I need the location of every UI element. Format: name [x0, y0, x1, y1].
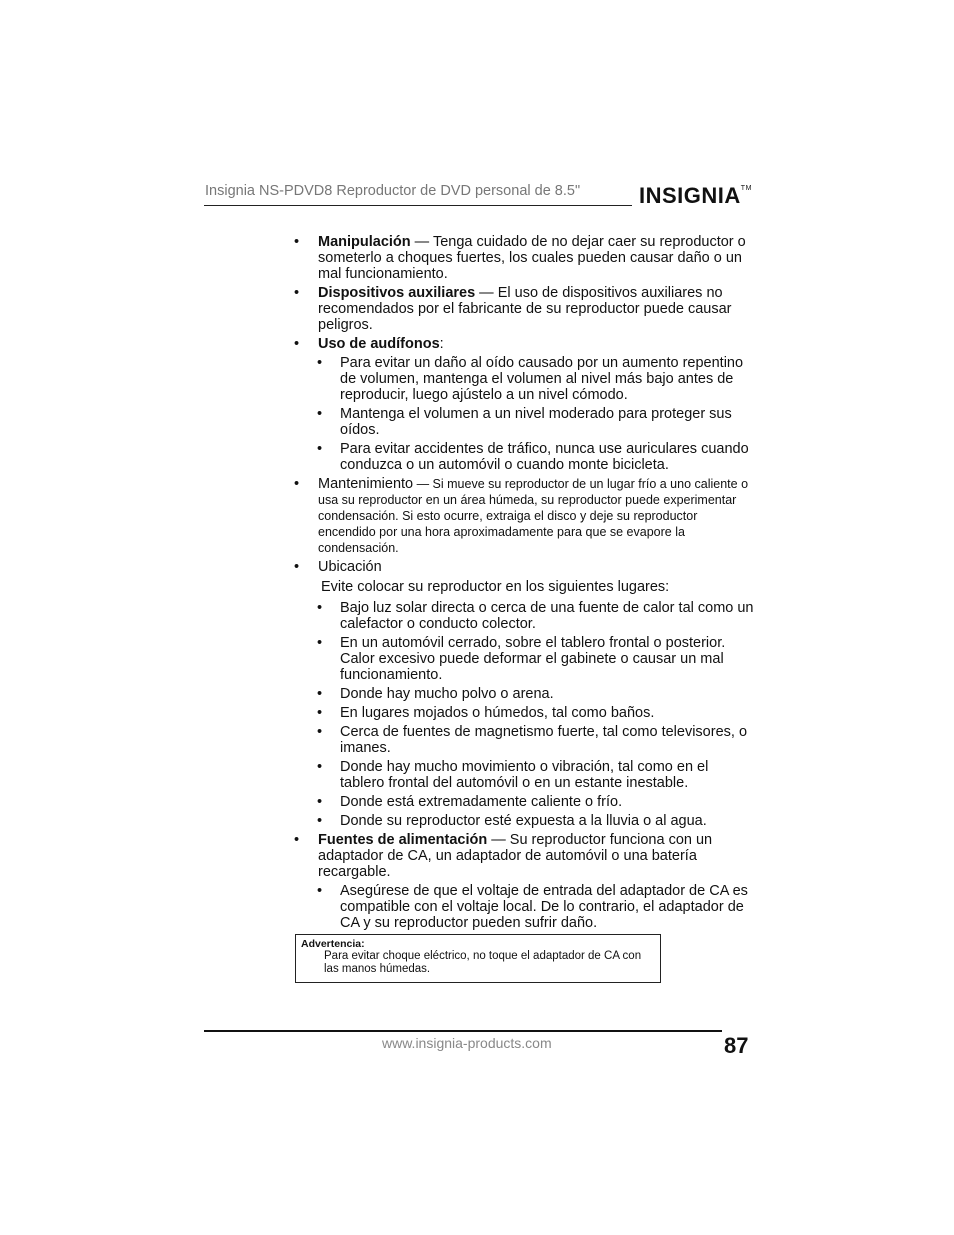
header-rule: [204, 205, 632, 206]
sub-item: • Bajo luz solar directa o cerca de una fuente de calor tal como un calefactor o conducto colector.: [290, 600, 754, 632]
sub-item: • Donde su reproductor esté expuesta a la lluvia o al agua.: [290, 813, 754, 829]
item-text: — Si mueve su reproductor de un lugar frío a uno caliente o usa su reproductor en un área húmeda, su reproductor puede experimentar condensación. Si esto ocurre, extraiga el disco y deje su reproductor encendido por una hora aproximadamente para que se evapore la condensación.: [318, 477, 749, 555]
item-label: Mantenimiento: [318, 476, 414, 492]
list-item-audifonos: [290, 336, 754, 352]
sub-item: • Donde está extremadamente caliente o frío.: [290, 794, 754, 810]
item-text: — Su reproductor funciona con un adaptador de CA, un adaptador de automóvil o una batería recargable.: [318, 832, 713, 880]
logo-tm: TM: [740, 185, 752, 192]
main-content: [290, 234, 754, 934]
sub-item: • En un automóvil cerrado, sobre el tablero frontal o posterior. Calor excesivo puede deformar el gabinete o causar un mal funcionamiento.: [290, 635, 754, 683]
item-colon: :: [439, 336, 444, 352]
sub-item: • Para evitar un daño al oído causado por un aumento repentino de volumen, mantenga el volumen al nivel más bajo antes de reproducir, luego ajústelo a un nivel cómodo.: [290, 355, 754, 403]
item-label: Ubicación: [318, 559, 382, 575]
header-title: Insignia NS-PDVD8 Reproductor de DVD personal de 8.5": [205, 183, 581, 199]
warning-text: Para evitar choque eléctrico, no toque el adaptador de CA con las manos húmedas.: [324, 950, 642, 975]
list-item-manipulacion: [290, 234, 754, 282]
sub-item: • Para evitar accidentes de tráfico, nunca use auriculares cuando conduzca o un automóvil o cuando monte bicicleta.: [290, 441, 754, 473]
item-text: — El uso de dispositivos auxiliares no recomendados por el fabricante de su reproductor puede causar peligros.: [318, 285, 732, 333]
ubicacion-intro: Evite colocar su reproductor en los siguientes lugares:: [321, 579, 670, 595]
sub-item: • Mantenga el volumen a un nivel moderado para proteger sus oídos.: [290, 406, 754, 438]
sub-item: • Donde hay mucho movimiento o vibración, tal como en el tablero frontal del automóvil o en un estante inestable.: [290, 759, 754, 791]
warning-title: Advertencia:: [301, 938, 365, 950]
list-item-mantenimiento: [290, 476, 754, 556]
sub-item: • Donde hay mucho polvo o arena.: [290, 686, 754, 702]
footer-rule: [204, 1030, 722, 1032]
list-item-dispositivos: [290, 285, 754, 333]
sub-item: • Cerca de fuentes de magnetismo fuerte, tal como televisores, o imanes.: [290, 724, 754, 756]
list-item-ubicacion: [290, 559, 754, 575]
list-item-fuentes: [290, 832, 754, 880]
page-number: 87: [724, 1033, 749, 1058]
item-label: Dispositivos auxiliares: [318, 285, 476, 301]
item-label: Manipulación: [318, 234, 411, 250]
sub-item: • En lugares mojados o húmedos, tal como baños.: [290, 705, 754, 721]
item-label: Uso de audífonos: [318, 336, 440, 352]
item-text: — Tenga cuidado de no dejar caer su reproductor o someterlo a choques fuertes, los cuales pueden causar daño o un mal funcionamiento.: [318, 234, 746, 282]
logo-text: INSIGNIA: [639, 183, 741, 208]
warning-box: [295, 934, 661, 983]
insignia-logo: [639, 183, 752, 209]
item-label: Fuentes de alimentación: [318, 832, 488, 848]
sub-item: • Asegúrese de que el voltaje de entrada del adaptador de CA es compatible con el voltaje local. De lo contrario, el adaptador de CA y su reproductor pueden sufrir daño.: [290, 883, 754, 931]
footer-url: www.insignia-products.com: [382, 1035, 552, 1051]
